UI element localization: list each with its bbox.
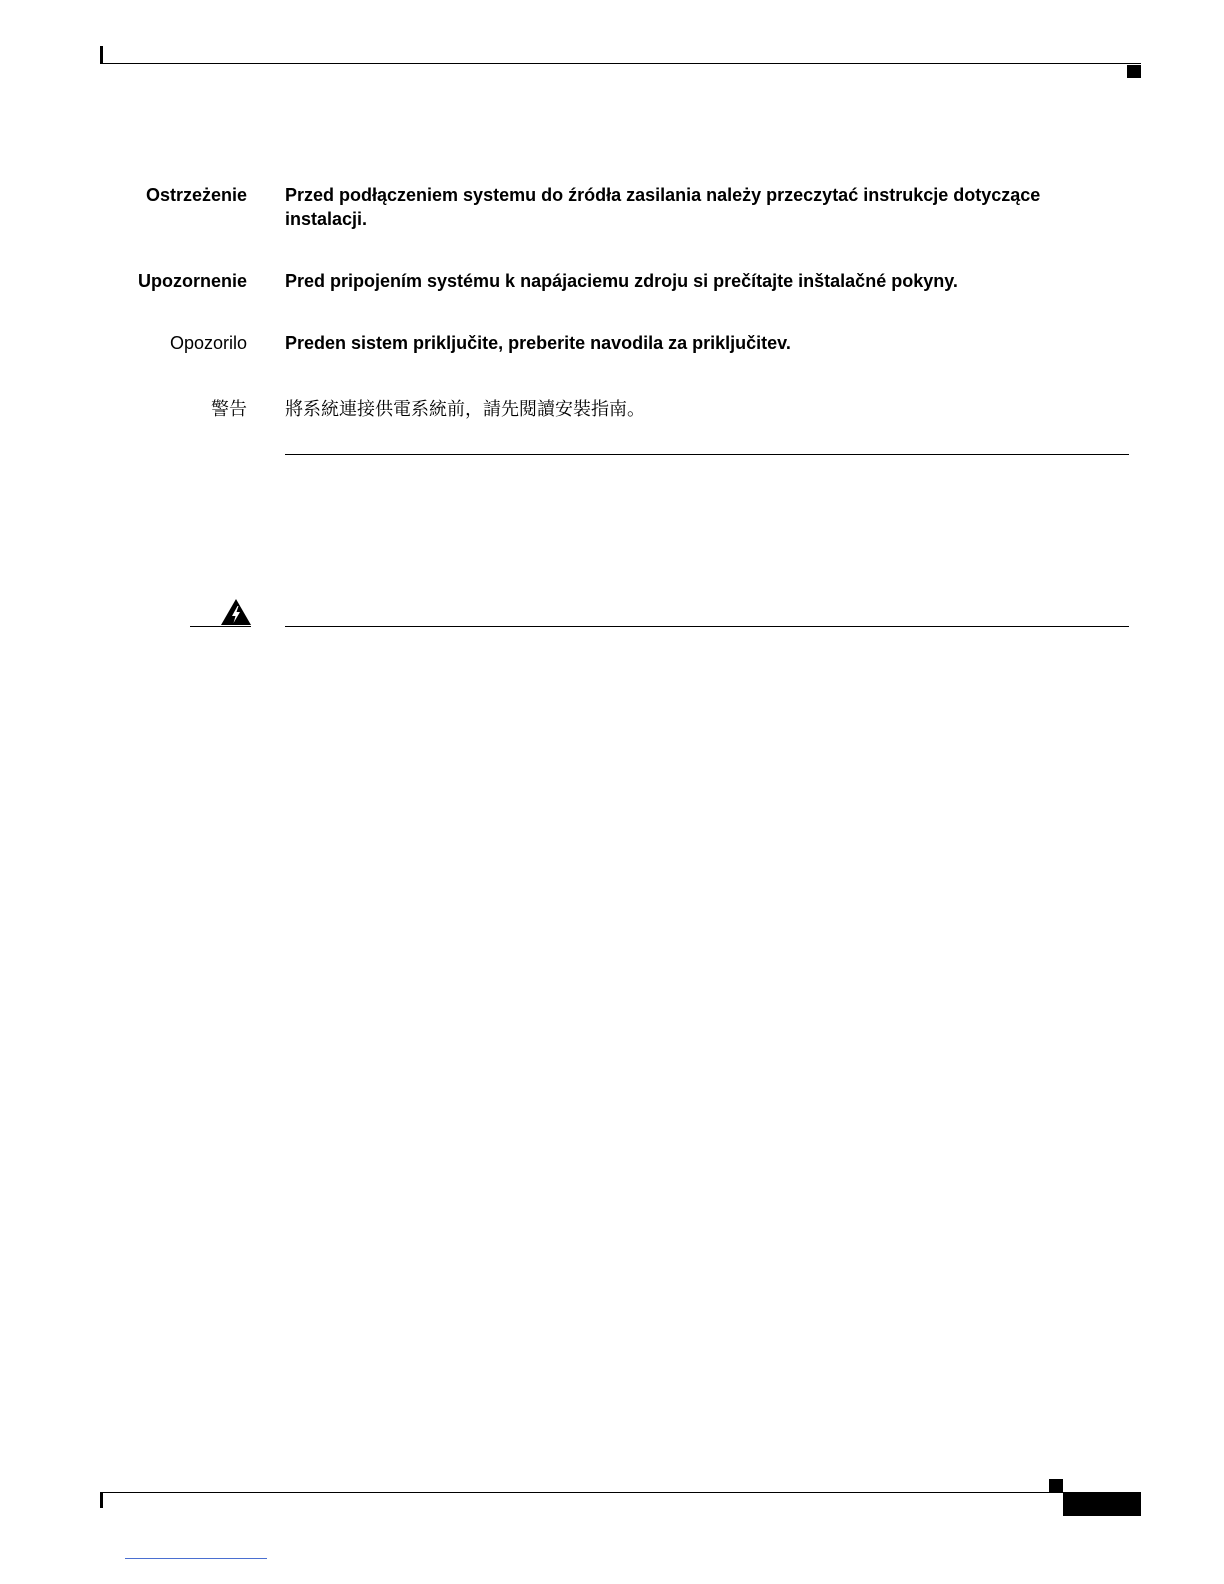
warning-lightning-icon — [220, 598, 252, 626]
warning-text-slovenian: Preden sistem priključite, preberite navodila za priključitev. — [285, 333, 791, 353]
warning-icon-underline — [190, 626, 251, 627]
warning-label-chinese: 警告 — [211, 399, 247, 420]
header-corner-mark — [1127, 65, 1141, 78]
footer-page-number-block — [1063, 1492, 1141, 1516]
footer-tick-mark — [100, 1492, 103, 1508]
header-rule — [101, 63, 1141, 64]
warning-label-slovenian: Opozorilo — [169, 333, 247, 353]
warning-label-polish: Ostrzeżenie — [145, 185, 247, 205]
footer-link-underline[interactable] — [125, 1558, 267, 1559]
section-separator-rule — [285, 454, 1129, 455]
footer-rule — [101, 1492, 1063, 1493]
header-tick-mark — [100, 46, 103, 64]
warning-text-polish: Przed podłączeniem systemu do źródła zasilania należy przeczytać instrukcje dotyczące instalacji. — [285, 185, 1041, 229]
footer-corner-mark — [1049, 1479, 1063, 1492]
warning-block-top-rule — [285, 626, 1129, 627]
warning-label-slovak: Upozornenie — [137, 271, 247, 291]
warning-text-slovak: Pred pripojením systému k napájaciemu zdroju si prečítajte inštalačné pokyny. — [285, 271, 958, 291]
warning-text-chinese: 將系統連接供電系統前，請先閱讀安裝指南。 — [285, 399, 645, 420]
